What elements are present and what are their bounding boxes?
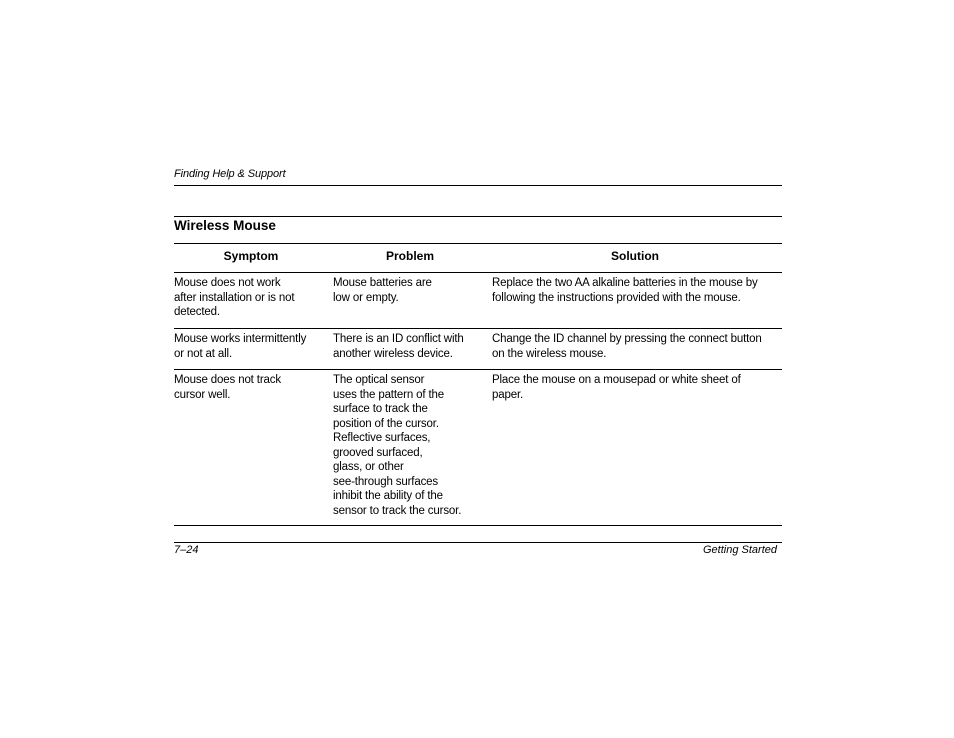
table-cell-problem-1 xyxy=(333,276,432,305)
cell-line: sensor to track the cursor. xyxy=(333,504,462,517)
page-number: 7–24 xyxy=(174,544,199,556)
column-header-solution: Solution xyxy=(611,249,659,263)
cell-line: on the wireless mouse. xyxy=(492,347,607,360)
footer-rule xyxy=(174,542,782,543)
cell-line: Change the ID channel by pressing the connect button xyxy=(492,333,762,345)
table-cell-symptom-2 xyxy=(174,332,306,361)
cell-line: another wireless device. xyxy=(333,347,453,360)
running-header: Finding Help & Support xyxy=(174,168,286,180)
cell-line: Reflective surfaces, xyxy=(333,432,431,444)
cell-line: paper. xyxy=(492,388,524,401)
table-cell-problem-3 xyxy=(333,373,461,518)
cell-line: glass, or other xyxy=(333,461,404,473)
cell-line: after installation or is not xyxy=(174,291,295,304)
table-cell-symptom-3 xyxy=(174,373,281,402)
table-cell-solution-2 xyxy=(492,332,762,361)
row-rule-2 xyxy=(174,369,782,370)
cell-line: Place the mouse on a mousepad or white sheet of xyxy=(492,374,741,386)
book-title: Getting Started xyxy=(703,544,777,556)
cell-line: There is an ID conflict with xyxy=(333,333,464,345)
header-rule xyxy=(174,185,782,186)
cell-line: following the instructions provided with the mouse. xyxy=(492,291,741,304)
cell-line: Replace the two AA alkaline batteries in the mouse by xyxy=(492,277,758,289)
cell-line: surface to track the xyxy=(333,403,428,415)
cell-line: The optical sensor xyxy=(333,374,425,386)
cell-line: Mouse batteries are xyxy=(333,277,432,289)
cell-line: position of the cursor. xyxy=(333,417,439,430)
cell-line: see-through surfaces xyxy=(333,475,439,488)
cell-line: or not at all. xyxy=(174,347,232,360)
cell-line: uses the pattern of the xyxy=(333,388,444,401)
cell-line: grooved surfaced, xyxy=(333,446,423,459)
table-top-rule xyxy=(174,243,782,244)
table-cell-solution-3 xyxy=(492,373,741,402)
header-row-rule xyxy=(174,272,782,273)
column-header-symptom: Symptom xyxy=(223,249,279,263)
row-rule-1 xyxy=(174,328,782,329)
table-cell-solution-1 xyxy=(492,276,758,305)
section-top-rule xyxy=(174,216,782,217)
cell-line: inhibit the ability of the xyxy=(333,490,443,502)
column-header-problem: Problem xyxy=(385,249,434,263)
cell-line: low or empty. xyxy=(333,291,399,304)
table-cell-problem-2 xyxy=(333,332,464,361)
cell-line: Mouse works intermittently xyxy=(174,333,307,345)
cell-line: cursor well. xyxy=(174,388,231,401)
table-cell-symptom-1 xyxy=(174,276,294,320)
table-bottom-rule xyxy=(174,525,782,526)
cell-line: detected. xyxy=(174,306,220,318)
cell-line: Mouse does not work xyxy=(174,277,281,289)
section-title: Wireless Mouse xyxy=(174,218,276,233)
cell-line: Mouse does not track xyxy=(174,374,281,386)
